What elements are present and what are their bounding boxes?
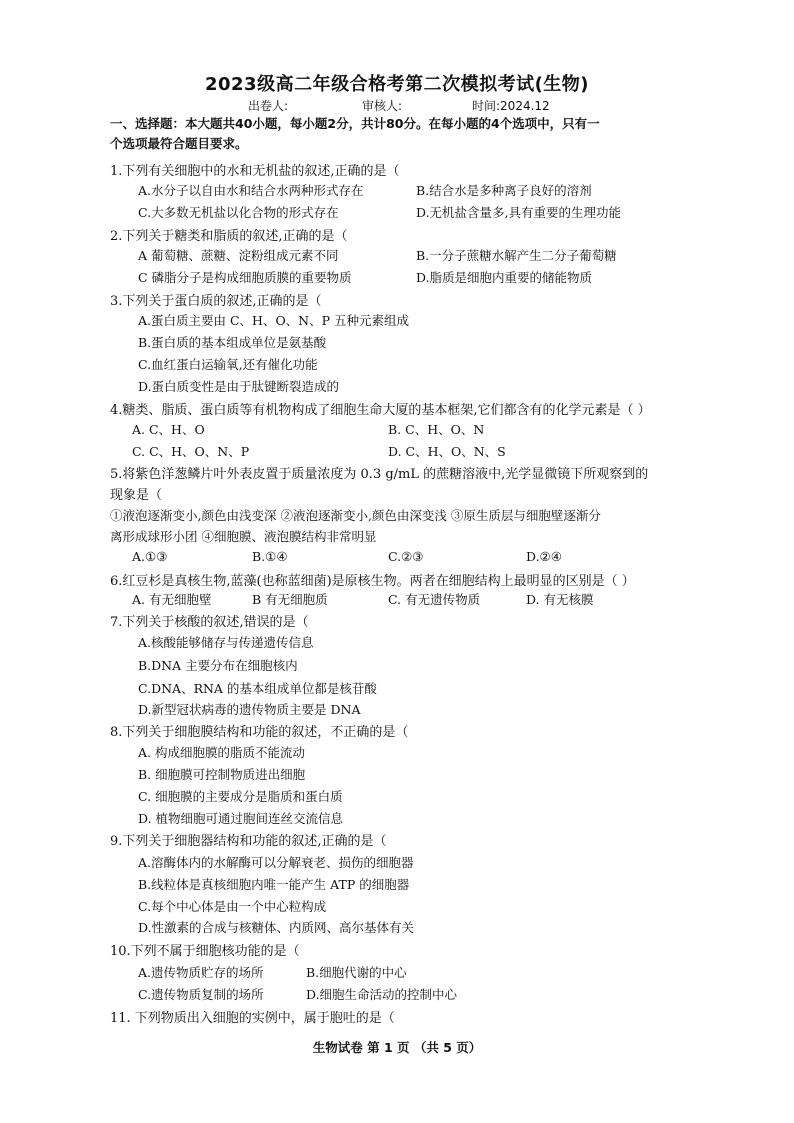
question-7-option-b: B.DNA 主要分布在细胞核内	[138, 658, 298, 673]
page-footer: 生物试卷 第 1 页 （共 5 页）	[312, 1040, 482, 1055]
question-5-stem-line-2: 现象是（	[110, 488, 163, 503]
question-7-stem: 7.下列关于核酸的叙述,错误的是（	[110, 615, 309, 630]
question-8-option-b: B. 细胞膜可控制物质进出细胞	[138, 767, 306, 782]
question-3-option-c: C.血红蛋白运输氧,还有催化功能	[138, 357, 318, 372]
question-3-option-a: A.蛋白质主要由 C、H、O、N、P 五种元素组成	[138, 313, 410, 328]
question-6-option-b: B 有无细胞质	[252, 592, 328, 607]
question-6-option-c: C. 有无遗传物质	[388, 592, 481, 607]
question-9-option-c: C.每个中心体是由一个中心粒构成	[138, 899, 327, 914]
question-3-option-d: D.蛋白质变性是由于肽键断裂造成的	[138, 379, 340, 394]
question-4-stem: 4.糖类、脂质、蛋白质等有机物构成了细胞生命大厦的基本框架,它们都含有的化学元素是（ ）	[110, 403, 651, 418]
exam-time: 时间:2024.12	[472, 99, 550, 113]
question-1-option-b: B.结合水是多种离子良好的溶剂	[416, 183, 592, 198]
question-10-option-d: D.细胞生命活动的控制中心	[306, 987, 458, 1002]
question-6-option-a: A. 有无细胞壁	[132, 592, 212, 607]
question-8-option-d: D. 植物细胞可通过胞间连丝交流信息	[138, 811, 344, 826]
question-1-option-c: C.大多数无机盐以化合物的形式存在	[138, 205, 339, 220]
question-5-option-b: B.①④	[252, 549, 288, 564]
question-5-statements-line-2: 离形成球形小团 ④细胞膜、液泡膜结构非常明显	[110, 529, 377, 544]
exam-title: 2023级高二年级合格考第二次模拟考试(生物)	[204, 74, 590, 95]
question-5-statements-line-1: ①液泡逐渐变小,颜色由浅变深 ②液泡逐渐变小,颜色由深变浅 ③原生质层与细胞壁逐渐分	[110, 508, 601, 523]
question-11-stem: 11. 下列物质出入细胞的实例中，属于胞吐的是（	[110, 1011, 395, 1026]
section-instructions-line-1: 一、选择题：本大题共40小题，每小题2分，共计80分。在每小题的4个选项中，只有一	[110, 116, 600, 131]
question-2-option-d: D.脂质是细胞内重要的储能物质	[416, 270, 593, 285]
question-2-option-c: C 磷脂分子是构成细胞质膜的重要物质	[138, 270, 352, 285]
question-7-option-a: A.核酸能够储存与传递遗传信息	[138, 635, 314, 650]
question-4-option-b: B. C、H、O、N	[388, 422, 485, 437]
question-9-stem: 9.下列关于细胞器结构和功能的叙述,正确的是（	[110, 834, 387, 849]
reviewer-label: 审核人:	[362, 99, 403, 113]
question-5-option-a: A.①③	[132, 549, 168, 564]
question-9-option-a: A.溶酶体内的水解酶可以分解衰老、损伤的细胞器	[138, 855, 414, 870]
question-5-stem-line-1: 5.将紫色洋葱鳞片叶外表皮置于质量浓度为 0.3 g/mL 的蔗糖溶液中,光学显微镜下所观察到的	[110, 467, 649, 482]
question-3-stem: 3.下列关于蛋白质的叙述,正确的是（	[110, 294, 322, 309]
question-9-option-d: D.性激素的合成与核糖体、内质网、高尔基体有关	[138, 920, 415, 935]
question-7-option-d: D.新型冠状病毒的遗传物质主要是 DNA	[138, 702, 361, 717]
question-2-option-b: B.一分子蔗糖水解产生二分子葡萄糖	[416, 248, 617, 263]
question-8-stem: 8.下列关于细胞膜结构和功能的叙述，不正确的是（	[110, 725, 409, 740]
question-2-stem: 2.下列关于糖类和脂质的叙述,正确的是（	[110, 229, 348, 244]
question-5-option-d: D.②④	[526, 549, 562, 564]
question-1-option-d: D.无机盐含量多,具有重要的生理功能	[416, 205, 622, 220]
author-label: 出卷人:	[248, 99, 289, 113]
question-5-option-c: C.②③	[388, 549, 424, 564]
section-instructions-line-2: 个选项最符合题目要求。	[110, 136, 248, 151]
question-4-option-a: A. C、H、O	[132, 422, 205, 437]
question-4-option-d: D. C、H、O、N、S	[388, 444, 506, 459]
question-8-option-a: A. 构成细胞膜的脂质不能流动	[138, 745, 305, 760]
question-9-option-b: B.线粒体是真核细胞内唯一能产生 ATP 的细胞器	[138, 877, 410, 892]
question-6-option-d: D. 有无核膜	[526, 592, 594, 607]
question-10-option-b: B.细胞代谢的中心	[306, 965, 407, 980]
question-10-option-a: A.遗传物质贮存的场所	[138, 965, 264, 980]
question-1-stem: 1.下列有关细胞中的水和无机盐的叙述,正确的是（	[110, 164, 400, 179]
question-2-option-a: A 葡萄糖、蔗糖、淀粉组成元素不同	[138, 248, 339, 263]
question-6-stem: 6.红豆杉是真核生物,蓝藻(也称蓝细菌)是原核生物。两者在细胞结构上最明显的区别是（ ）	[110, 574, 635, 589]
question-3-option-b: B.蛋白质的基本组成单位是氨基酸	[138, 335, 327, 350]
question-8-option-c: C. 细胞膜的主要成分是脂质和蛋白质	[138, 789, 343, 804]
question-10-option-c: C.遗传物质复制的场所	[138, 987, 264, 1002]
question-1-option-a: A.水分子以自由水和结合水两种形式存在	[138, 183, 364, 198]
question-4-option-c: C. C、H、O、N、P	[132, 444, 250, 459]
question-10-stem: 10.下列不属于细胞核功能的是（	[110, 944, 300, 959]
question-7-option-c: C.DNA、RNA 的基本组成单位都是核苷酸	[138, 681, 377, 696]
